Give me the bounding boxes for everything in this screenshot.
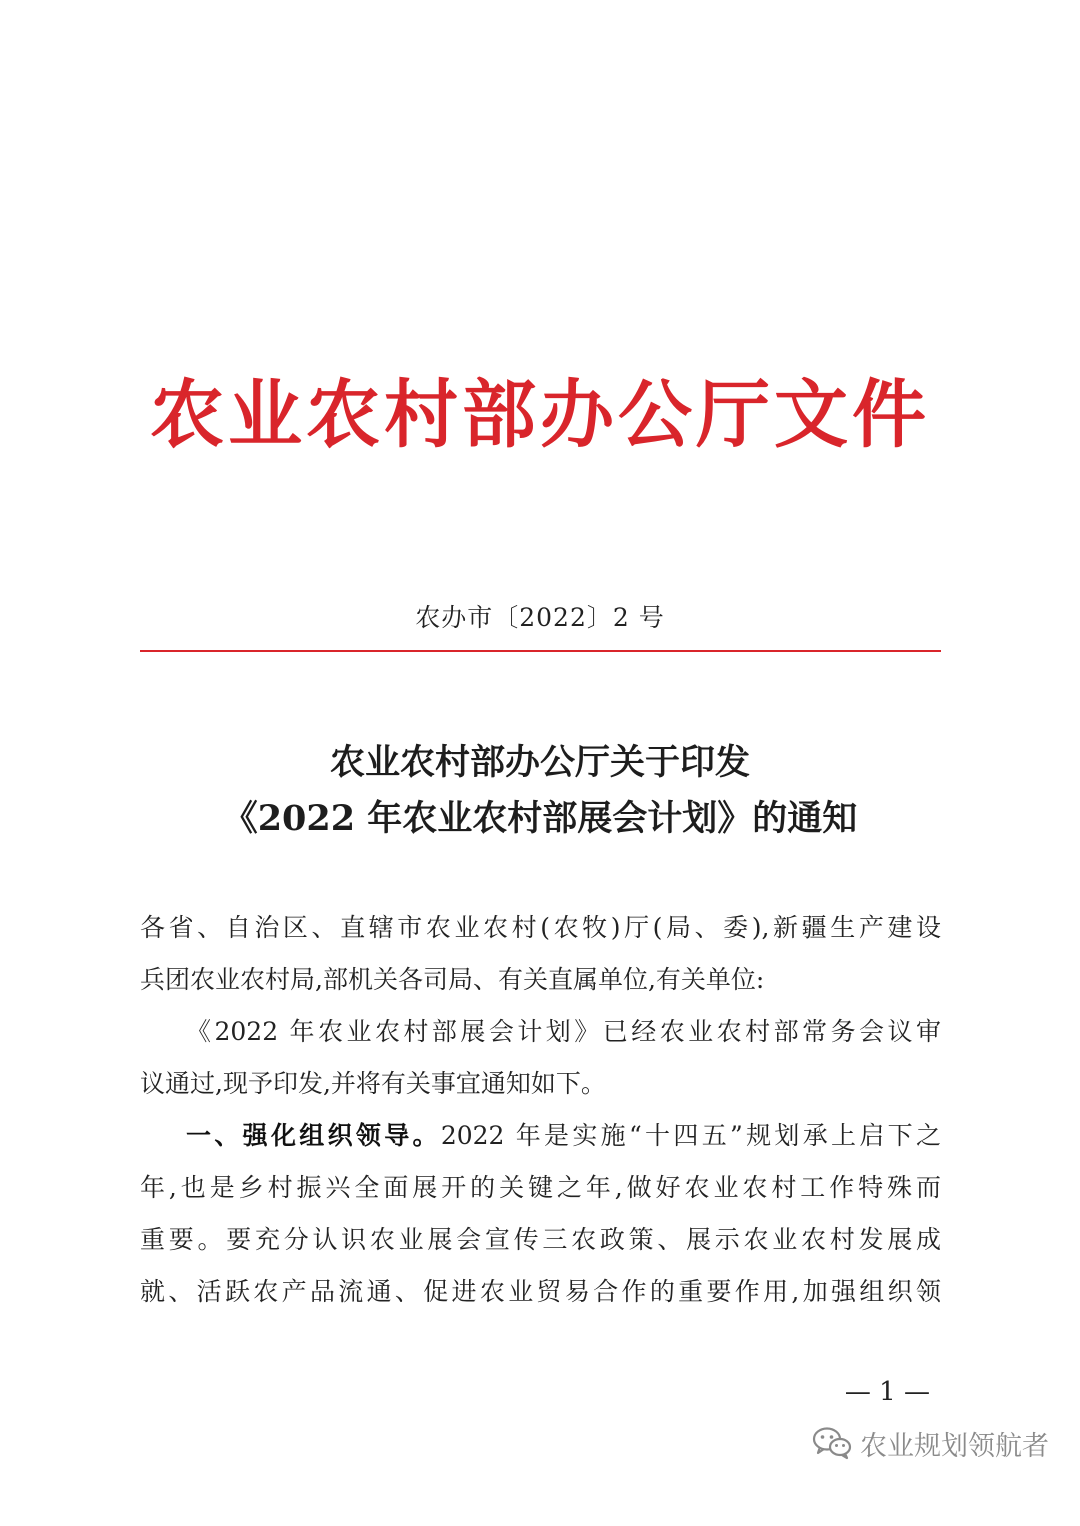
body-line: 重要。要充分认识农业展会宣传三农政策、展示农业农村发展成 [140,1225,941,1254]
body-line: 各省、自治区、直辖市农业农村(农牧)厅(局、委),新疆生产建设 [140,913,941,942]
watermark-text: 农业规划领航者 [860,1430,1049,1462]
account-watermark [812,1420,1049,1466]
section-1-first-line [140,1110,941,1162]
body-line: 兵团农业农村局,部机关各司局、有关直属单位,有关单位: [140,965,765,994]
red-divider-line [140,650,941,652]
wechat-icon [812,1426,852,1460]
notice-title-line-2: 《2022 年农业农村部展会计划》的通知 [222,798,858,839]
page-number: — 1 — [844,1377,930,1407]
body-line: 就、活跃农产品流通、促进农业贸易合作的重要作用,加强组织领 [140,1277,941,1306]
notice-title-line-1: 农业农村部办公厅关于印发 [329,742,750,783]
section-1-heading: 一、强化组织领导。 [186,1121,441,1150]
body-line-text: 2022 年是实施“十四五”规划承上启下之 [440,1121,941,1150]
document-number: 农办市〔2022〕2 号 [415,603,665,632]
body-line: 议通过,现予印发,并将有关事宜通知如下。 [140,1069,606,1098]
document-body [140,902,941,1318]
masthead-title: 农业农村部办公厅文件 [150,372,930,458]
notice-title [0,735,1080,847]
body-line: 《2022 年农业农村部展会计划》已经农业农村部常务会议审 [186,1017,941,1046]
body-line: 年,也是乡村振兴全面展开的关键之年,做好农业农村工作特殊而 [140,1173,941,1202]
